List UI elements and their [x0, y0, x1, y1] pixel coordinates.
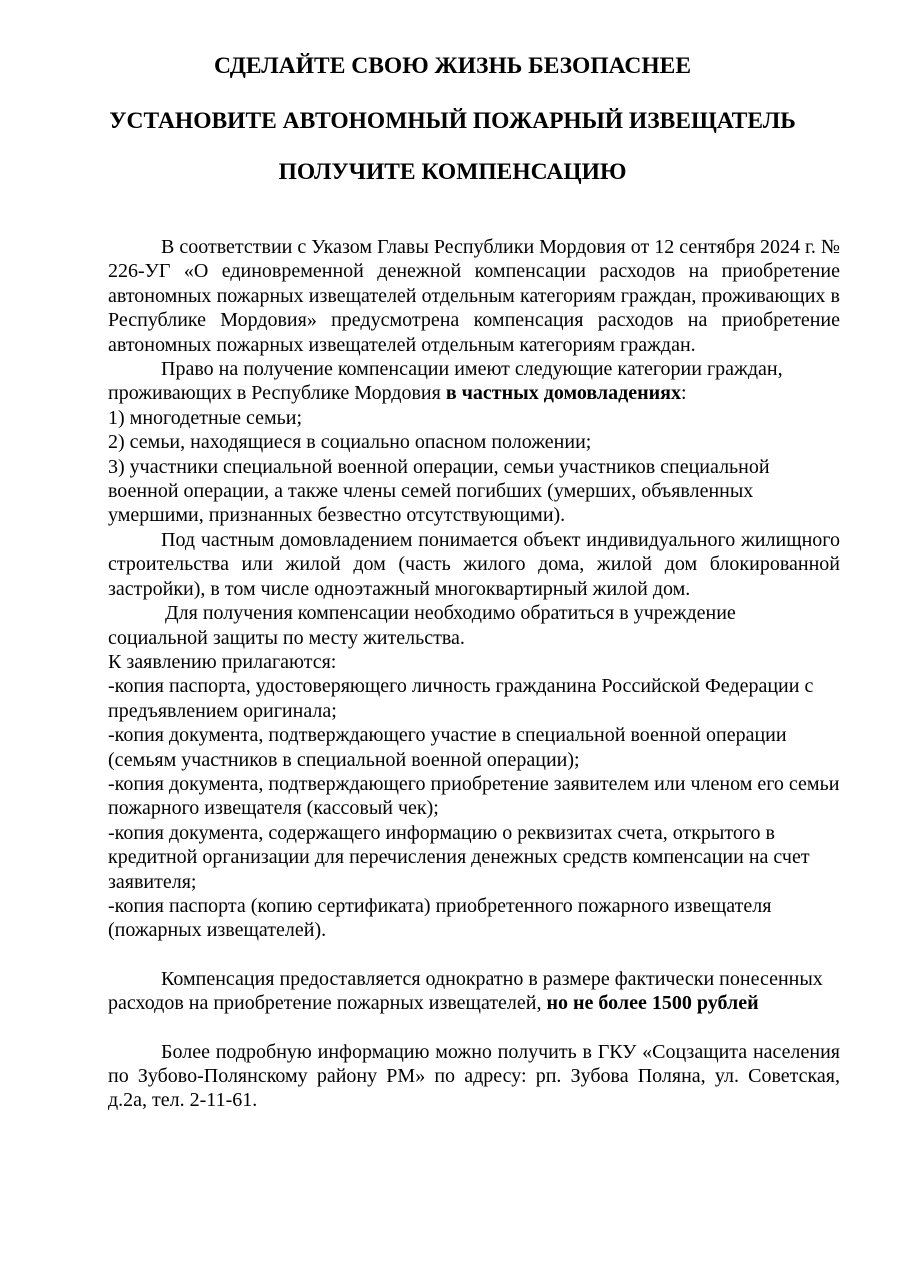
- definition-paragraph: Под частным домовладением понимается объект индивидуального жилищного строительства или жилой дом (часть жилого дома, жилой дом блокированной застройки), в том числе одноэтажный многоквартирный жилой дом.: [108, 528, 840, 600]
- contact-paragraph: Более подробную информацию можно получить в ГКУ «Соцзащита населения по Зубово-Полянскому району РМ» по адресу: рп. Зубова Поляна, ул. Советская, д.2а, тел. 2-11-61.: [108, 1040, 840, 1112]
- eligibility-paragraph: [108, 357, 840, 406]
- compensation-lead: Компенсация предоставляется однократно в размере фактически понесенных расходов на приобретение пожарных извещателей,: [108, 967, 823, 1015]
- eligibility-lead: Право на получение компенсации имеют следующие категории граждан, проживающих в Республике Мордовия: [108, 358, 783, 405]
- attachment-item: -копия документа, подтверждающего приобретение заявителем или членом его семьи пожарного извещателя (кассовый чек);: [108, 772, 840, 820]
- attachment-item: -копия документа, подтверждающего участие в специальной военной операции (семьям участников в специальной военной операции);: [108, 724, 787, 771]
- attachment-item: -копия паспорта, удостоверяющего личность гражданина Российской Федерации с предъявлением оригинала;: [108, 675, 814, 722]
- heading-install-detector: УСТАНОВИТЕ АВТОНОМНЫЙ ПОЖАРНЫЙ ИЗВЕЩАТЕЛЬ: [109, 108, 796, 134]
- attachment-item: -копия документа, содержащего информацию о реквизитах счета, открытого в кредитной организации для перечисления денежных средств компенсации на счет заявителя;: [108, 821, 810, 893]
- document-body: [108, 235, 840, 1113]
- spacer: [108, 943, 840, 967]
- attachment-item: -копия паспорта (копию сертификата) приобретенного пожарного извещателя (пожарных извещателей).: [108, 894, 772, 942]
- eligibility-emphasis: в частных домовладениях: [445, 382, 681, 405]
- category-item: 1) многодетные семьи;: [108, 406, 302, 429]
- category-item: 3) участники специальной военной операции, семьи участников специальной военной операции, а также члены семей погибших (умерших, объявленных умершими, признанных безвестно отсутствующими).: [108, 455, 770, 527]
- attachments-title: К заявлению прилагаются:: [108, 650, 337, 673]
- application-paragraph: Для получения компенсации необходимо обратиться в учреждение социальной защиты по месту жительства.: [108, 602, 736, 649]
- heading-get-compensation: ПОЛУЧИТЕ КОМПЕНСАЦИЮ: [278, 159, 627, 185]
- spacer: [108, 1016, 840, 1040]
- intro-paragraph: В соответствии с Указом Главы Республики Мордовия от 12 сентября 2024 г. № 226-УГ «О единовременной денежной компенсации расходов на приобретение автономных пожарных извещателей отдельным категориям граждан, проживающих в Республике Мордовия» предусмотрена компенсация расходов на приобретение автономных пожарных извещателей отдельным категориям граждан.: [108, 236, 840, 356]
- eligibility-tail: :: [680, 382, 687, 405]
- compensation-paragraph: [108, 967, 840, 1016]
- heading-safer-life: СДЕЛАЙТЕ СВОЮ ЖИЗНЬ БЕЗОПАСНЕЕ: [213, 53, 692, 79]
- compensation-limit: но не более 1500 рублей: [546, 992, 759, 1015]
- category-item: 2) семьи, находящиеся в социально опасном положении;: [108, 431, 592, 454]
